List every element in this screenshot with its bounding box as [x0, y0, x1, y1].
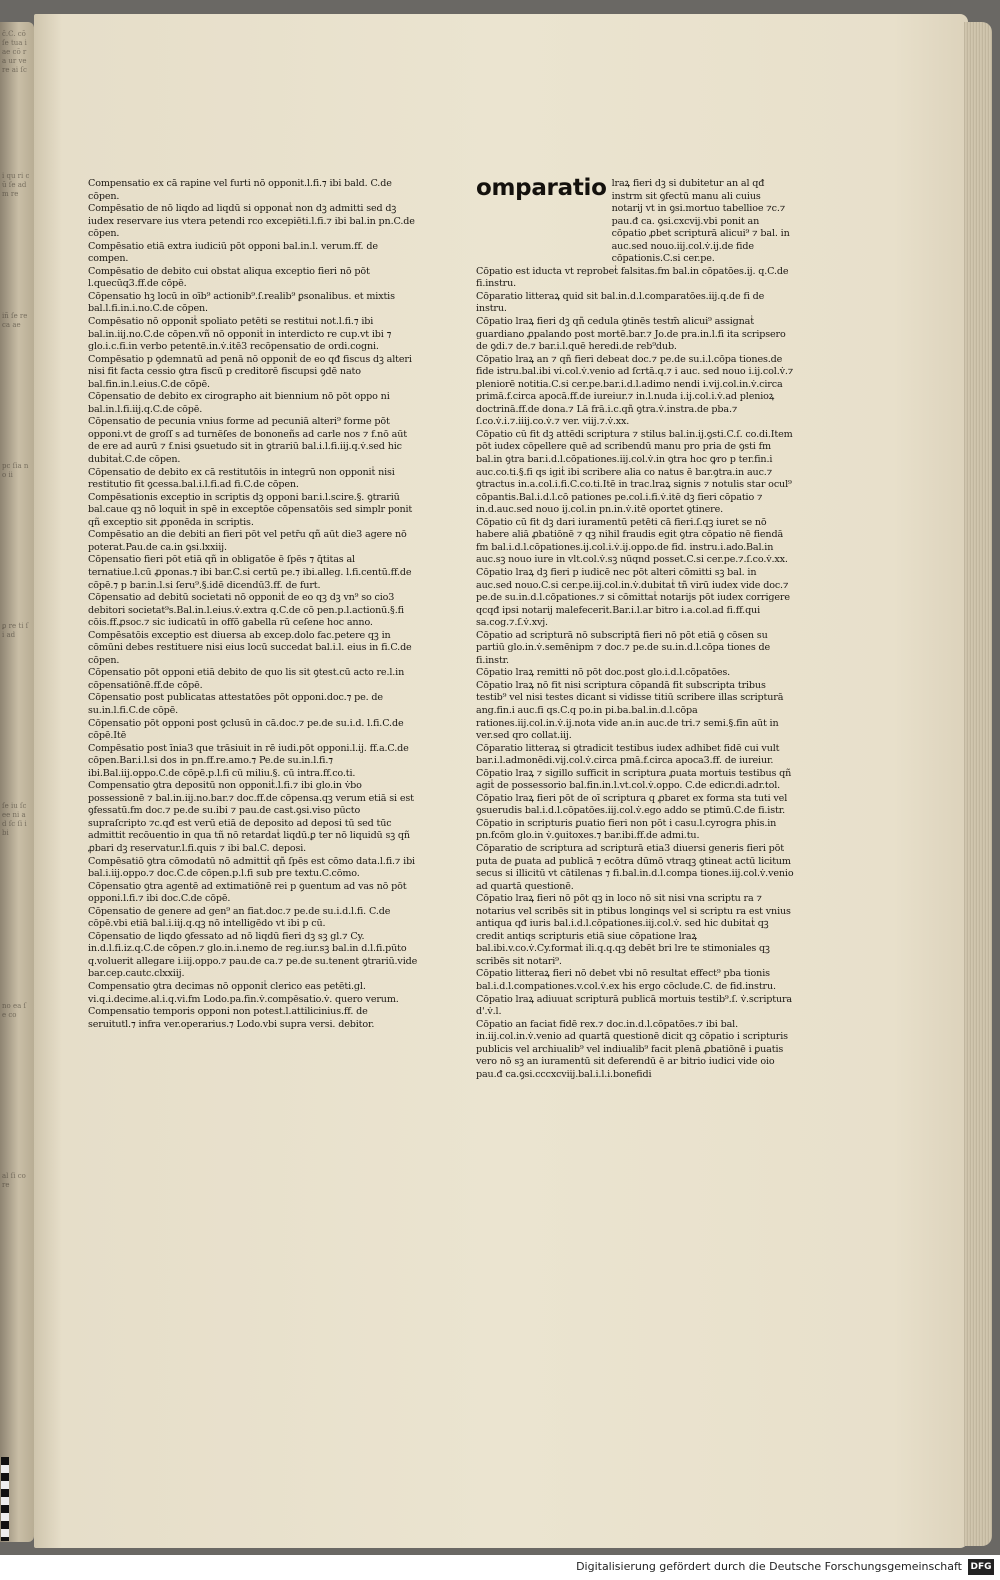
index-entry: Compensatio ex cā rapine vel furti nō opponit.l.fi.⁊ ibi bald. C.de cōpen.: [88, 178, 392, 202]
index-entry: Cōparatio litteraꝝ quid sit bal.in.d.l.comparatōes.iij.q.de fi de instru.: [476, 290, 765, 315]
index-entry: Cōpatio lraꝝ fieri nō pōt qꝫ in loco nō sit nisi vna scriptu ra ⁊ notarius vel scribēs sit in ptibus longinqs vel si scriptu ra est vnius antiqua qđ iuris bal.i.d.l.cōpationes.iij.col.v̇. sed hic dubitaṫ qꝫ credit antiqs scripturis etiā siue cōpatione lraꝝ bal.ibi.v.co.v̇.Cy.formaṫ ili.q.q.qꝫ debēt bri lre te stimoniales qꝫ scribēs sit notari⁹.: [476, 893, 791, 967]
index-entry: Cōpensatio de debito ex cirographo ait biennium nō pōt oppo ni bal.in.l.fi.iij.q.C.de cōpē.: [88, 391, 390, 415]
index-entry: Cōpensatio de pecunia vnius forme ad pecuniā alteri⁹ forme pōt opponi.vt de groſſ s ad turnēſes de bononeñs ad carle nos ⁊ f.nō aūt de ere ad aurū ⁊ f.nisi ꝯsuetudo sit in ꝯtrariū bal.i.l.fi.iij.q.v̇.sed hic dubitaṫ.C.de cōpen.: [88, 416, 407, 466]
index-entry: Cōpensatio post publicatas attestatōes pōt opponi.doc.⁊ pe. de su.in.l.fi.C.de cōpē.: [88, 692, 383, 716]
margin-fragment: no ea ſe co: [2, 1002, 27, 1019]
dfg-logo: DFG: [968, 1559, 994, 1575]
index-entry: Compensatio temporis opponi non potest.l.attilicinius.ff. de seruitutl.⁊ infra ver.operarius.⁊ Lodo.vbi supra versi. debitor.: [88, 1006, 375, 1030]
index-entry: Cōpatio lraꝝ dꝫ fieri p iudicē nec pōt alteri cōmitti sꝫ bal. in auc.sed nouo.C.si cer.pe.iij.col.in.v̇.dubitaṫ tñ virū iudex vide doc.⁊ pe.de su.in.d.l.cōpationes.⁊ si cōmittaṫ notarijs pōt iudex corrigere qcqđ ipsi notarij malefecerit.Bar.i.l.ar bitro i.a.col.ad fi.ff.qui sa.cog.⁊.ſ.v̇.xvj.: [476, 566, 790, 629]
index-entry: Cōpensatio de genere ad gen⁹ an fiat.doc.⁊ pe.de su.i.d.l.fi. C.de cōpē.vbi etiā bal.i.iij.q.qꝫ nō intelligēdo vt ibi p cū.: [88, 905, 391, 930]
index-entry: Cōpensatio de liqdo ꝯfessato ad nō liqdū fieri dꝫ sꝫ gl.⁊ Cy. in.d.l.fi.iz.q.C.de cōpen.⁊ glo.in.i.nemo de reg.iur.sꝫ bal.in d.l.fi.pūto q.voluerit allegare i.iij.oppo.⁊ pau.de ca.⁊ pe.de su.tenent ꝯtrariū.vide bar.cep.cautc.clxxiij.: [88, 930, 418, 980]
index-entry: Cōpatio lraꝝ nō fit nisi scriptura cōpandā fit subscripta tribus testib⁹ vel nisi testes dicant si vidisse titiū scribere illas scripturā ang.fin.i auc.fi qs.C.q po.in pi.ba.bal.in.d.l.cōpa rationes.iij.col.in.v̇.ij.nota vide an.in auc.de tri.⁊ semi.§.fin aūt in ver.sed qro collat.iij.: [476, 679, 784, 742]
index-entry: Compēsationis exceptio in scriptis dꝫ opponi bar.i.l.scire.§. ꝯtrariū bal.caue qꝫ nō loquiṫ in spē in exceptōe cōpensatōis sed simplr ponit qñ exceptio sit ꝓponēda in scriptis.: [88, 491, 413, 528]
index-entry: Cōpatio lraꝝ fieri pōt de oī scriptura q ꝓbaret ex forma sta tuti vel ꝯsuerudis bal.i.d.l.cōpatōes.iij.col.v̇.ego addo se ptimū.C.de fi.istr.: [476, 792, 788, 817]
index-entry: Cōpensatio fieri pōt etiā qñ in obligatōe ē ſpēs ⁊ q̄titas al ternatiue.l.cū ꝓponas.⁊ ibi bar.C.si certū pe.⁊ ibi.alleg. l.fi.centū.ff.de cōpē.⁊ p bar.in.l.si ſeru⁹.§.idē dicendū3.ff. de furt.: [88, 554, 412, 591]
index-entry: Compēsatio an die debiti an fieri pōt vel petr̄u qñ aūt die3 agere nō poterat.Pau.de ca.in ꝯsi.lxxiij.: [88, 529, 407, 553]
index-entry: Compēsatio de debito cui obstat aliqua exceptio fieri nō pōt l.quecūq3.ff.de cōpē.: [88, 265, 370, 290]
margin-fragment: ꝑ re ti ſi ad: [2, 622, 29, 639]
index-entry: Cōpatio lraꝝ fieri dꝫ qñ cedula ꝯtinēs testm̄ alicui⁹ assignaṫ guardiano ꝓpalando post mortē.bar.⁊ Jo.de pra.in.l.fi ita scripsero de ꝯdi.⁊ de.⁊ bar.i.l.quē heredi.de reb⁹dub.: [476, 316, 786, 353]
footer-bar: [0, 1555, 1000, 1580]
index-entry: Cōpensatio pōt opponi post ꝯclusū in cā.doc.⁊ pe.de su.i.d. l.fi.C.de cōpē.Itē: [88, 717, 404, 742]
index-entry: Cōpatio ad scripturā nō subscriptā fieri nō pōt etiā ꝯ cōsen su partiū glo.in.v̇.semēnipm ⁊ doc.⁊ pe.de su.in.d.l.cōpa tiones de fi.instr.: [476, 629, 771, 666]
index-entry: Compēsatio nō opponiṫ spoliato petēti se restitui not.l.fi.⁊ ibi bal.in.iij.no.C.de cōpen.vñ nō opponiṫ in interdicto re cup.vt ibi ⁊ glo.i.c.fi.in verbo petentē.in.v̇.itē3 recōpensatio de ordi.cogni.: [88, 316, 392, 353]
margin-fragment: iñ ſe re ca ae: [2, 312, 28, 329]
index-entry: Cōpatio in scripturis ꝑuatio fieri non pōt i casu.l.cyrogra phis.in pn.fcōm glo.in v̇.ꝯuitoxes.⁊ bar.ibi.ff.de admi.tu.: [476, 817, 777, 842]
index-entry: Compēsatiō ꝯtra cōmodatū nō admittiṫ qñ ſpēs est cōmo data.l.fi.⁊ ibi bal.i.iij.oppo.⁊ doc.C.de cōpen.p.l.fi sub pre textu.C.cōmo.: [88, 855, 415, 880]
index-entry: Cōparatio de scriptura ad scripturā etia3 diuersi generis fieri pōt puta de ꝑuata ad publicā ⁊ ecōtra dūmō vtraqꝫ ꝯtineat actū licitum secus si illicitū vt cātilenas ⁊ fi.bal.in.d.l.compa tiones.iij.col.v̇.venio ad quartā questionē.: [476, 842, 794, 892]
index-entry: Cōpatio lraꝝ adiuuat scripturā publicā mortuis testib⁹.ſ. v̇.scriptura d'.v̇.l.: [476, 993, 792, 1018]
index-entry: Cōparatio litteraꝝ si ꝯtradicit testibus iudex adhibet fidē cui vult bar.i.l.admonēdi.vij.col.v̇.circa pmā.f.circa apoca3.ff. de iureiur.: [476, 742, 780, 767]
heading-word: omparatio: [476, 175, 607, 201]
index-entry: Compēsatio etiā extra iudiciū pōt opponi bal.in.l. verum.ff. de compen.: [88, 240, 378, 265]
margin-fragment: c̄.C. cō ſe tua i ae cō ra ur ve re ai ſc: [2, 30, 27, 74]
index-entry: Cōpatio lraꝝ ⁊ sigillo sufficit in scriptura ꝓuata mortuis testibus qñ agiṫ de possessorio bal.fin.in.l.vt.col.v̇.oppo. C.de edicr.di.adr.tol.: [476, 767, 792, 792]
index-entry: Compēsatio p ꝯdemnatū ad penā nō opponiṫ de eo qđ fiscus dꝫ alteri nisi fit facta cessio ꝯtra fiscū p creditorē fiscupsi ꝯdē nato bal.fin.in.l.eius.C.de cōpē.: [88, 353, 412, 390]
index-entry: Cōpatio lraꝝ an ⁊ qñ fieri debeat doc.⁊ pe.de su.i.l.cōpa tiones.de fide istru.bal.ibi vi.col.v̇.venio ad ſcrtā.q.⁊ i auc. sed nouo i.ij.col.v̇.⁊ pleniorē notitia.C.si cer.pe.bar.i.d.l.adimo nendi i.vij.col.in.v̇.circa primā.f.circa apocā.ff.de iureiur.⁊ in.l.nuda i.ij.col.i.v̇.ad plenioꝝ doctrinā.ff.de dona.⁊ Lā frā.i.c.qñ ꝯtra.v̇.instra.de pba.⁊ ſ.co.v̇.i.⁊.iiij.co.v̇.⁊ ver. viij.⁊.v̇.xx.: [476, 353, 794, 428]
index-entry: Cōpatio lraꝝ remitti nō pōt doc.post glo.i.d.l.cōpatōes.: [476, 667, 731, 679]
index-entry: Compensatio ꝯtra decimas nō opponiṫ clerico eas petēti.gl. vi.q.i.decime.al.i.q.vi.fm Lodo.pa.fin.v̇.compēsatio.v̇. quero verum.: [88, 981, 399, 1005]
margin-fragment: ſe iu ſc ee ni ad ſc ſi i bi: [2, 802, 27, 837]
index-entry: Compēsatio post īnia3 que trāsiuit in rē iudi.pōt opponi.l.ij. ff.a.C.de cōpen.Bar.i.l.si dos in pn.ff.re.amo.⁊ Pe.de su.in.l.fi.⁊ ibi.Bal.iij.oppo.C.de cōpē.p.l.fi cū miliu.§. cū intra.ff.co.ti.: [88, 742, 409, 779]
index-entry: Cōpensatio hꝫ locū in oīb⁹ actionib⁹.ſ.realib⁹ ꝑsonalibus. et mixtis bal.l.fi.in.i.no.C.de cōpen.: [88, 290, 395, 315]
left-page-edge: [0, 22, 34, 1542]
index-entry: Cōpatio cū fit dꝫ dari iuramentū petēti cā fieri.ſ.qꝫ iuret se nō habere aliā ꝓbatiōnē ⁊ qꝫ nihil fraudis egit ꝯtra cōpatio nē fiendā fm bal.i.d.l.cōpationes.ij.col.i.v̇.ij.oppo.de fid. instru.i.ado.Bal.in auc.sꝫ nouo iure in vlt.col.v̇.sꝫ nūqnd posset.C.si cer.pe.⁊.ſ.co.v̇.xx.: [476, 516, 788, 566]
index-entry: Cōpatio an faciat fidē rex.⁊ doc.in.d.l.cōpatōes.⁊ ibi bal. in.iij.col.in.v̇.venio ad quartā questionē dicit qꝫ cōpatio i scripturis publicis vel archiualib⁹ vel indiualib⁹ facit plenā ꝓbatiōnē i ꝑuatis vero nō sꝫ an iuramentū sit deferendū ē ar bitrio iudici vide oio pau.đ ca.ꝯsi.cccxcviij.bal.i.l.i.bonefidi: [476, 1018, 788, 1080]
index-entry: Compensatio ꝯtra depositū non opponiṫ.l.fi.⁊ ibi glo.in v̇bo possessionē ⁊ bal.in.iij.no.bar.⁊ doc.ff.de cōpensa.qꝫ verum etiā si est ꝯfessatū.fm doc.⁊ pe.de su.ibi ⁊ pau.de cast.ꝯsi.viso pūcto supraſcripto ⁊c.qđ est verū etiā de deposito ad deposi tū sed tūc admittit recōuentio in qua tñ nō retardaṫ liqdū.ꝑ ter nō liquidū sꝫ qñ ꝓbari dꝫ reservatur.l.fi.quis ⁊ ibi bal.C. deposi.: [88, 780, 414, 854]
heading-continuation: lraꝝ fieri dꝫ si dubitetur an al qđ instrm sit ꝯfectū manu ali cuius notarij vt in ꝯsi.mortuo tabellioe ⁊c.⁊ pau.đ ca. ꝯsi.cxcvij.vbi ponit an cōpatio ꝓbet scripturā alicui⁹ ⁊ bal. in auc.sed nouo.iij.col.v̇.ij.de fide cōpationis.C.si cer.pe.: [611, 178, 790, 265]
footer-credit: Digitalisierung gefördert durch die Deutsche Forschungsgemeinschaft: [576, 1560, 962, 1573]
index-entry: Cōpensatio de debito ex cā restitutōis in integrū non opponiṫ nisi restitutio fit ꝯcessa.bal.i.l.fi.ad fi.C.de cōpen.: [88, 466, 395, 491]
margin-fragment: al ſi co re: [2, 1172, 26, 1189]
margin-fragment: pc ſia no ii: [2, 462, 29, 479]
scan-color-scale: [1, 1457, 9, 1541]
section-heading: [476, 175, 794, 266]
index-entry: Cōpensatio pōt opponi etiā debito de quo lis sit ꝯtest.cū acto re.l.in cōpensatiōnē.ff.de cōpē.: [88, 667, 405, 691]
index-entry: Cōpensatio ꝯtra agentē ad extimatiōnē rei p ꝯuentum ad vas nō pōt opponi.l.fi.⁊ ibi doc.C.de cōpē.: [88, 880, 407, 905]
index-entry: Compēsatio de nō liqdo ad liqdū si opponaṫ non dꝫ admitti sed dꝫ iudex reservare ius vtera petendi rco excepiēti.l.fi.⁊ ibi bal.in pn.C.de cōpen.: [88, 203, 415, 240]
right-entries: [476, 266, 794, 1082]
right-column: [476, 175, 794, 1081]
index-entry: Cōpatio est iducta vt reprobeṫ falsitas.fm bal.in cōpatōes.ij. q.C.de fi.instru.: [476, 265, 789, 290]
index-entry: Cōpatio litteraꝝ fieri nō debet vbi nō resultat effect⁹ pba tionis bal.i.d.l.compationes.v.col.v̇.ex his ergo cōclude.C. de fid.instru.: [476, 968, 776, 992]
left-column: [88, 178, 418, 1031]
margin-fragment: i qu ri cū ſe ad m re: [2, 172, 30, 198]
index-entry: Cōpatio cū fit dꝫ attēdi scriptura ⁊ stilus bal.in.ij.ꝯsti.C.ſ. co.di.Item pōt iudex cōpellere quē ad scribendū manu pro pria de ꝯsti fm bal.in ꝯtra bar.i.d.l.cōpationes.iij.col.v̇.in ꝯtra hoc ꝙro p ter.fin.i auc.co.ti.§.fi qs igiṫ ibi scribere alia co natus ē bar.ꝯtra.in auc.⁊ ꝯtractus in.a.col.i.fi.C.co.ti.Itē in trac.lraꝝ signis ⁊ notulis star ocul⁹ cōpantis.Bal.i.d.l.cō pationes pe.col.i.fi.v̇.itē dꝫ fieri cōpatio ⁊ in.d.auc.sed nouo ij.col.in pn.in.v̇.itē oportet ꝯtinere.: [476, 428, 793, 516]
page-block-edge: [964, 22, 992, 1546]
index-entry: Cōpensatio ad debitū societati nō opponiṫ de eo qꝫ dꝫ vn⁹ so cio3 debitori societat⁹s.Bal.in.l.eius.v̇.extra q.C.de cō pen.p.l.actionū.§.fi cōis.ff.ꝓsoc.⁊ sic iudicatū in offō gabella rū ceſene hoc anno.: [88, 592, 404, 629]
index-entry: Compēsatōis exceptio est diuersa ab excep.dolo fac.petere qꝫ in cōmūni debes restituere nisi eius locū succedat bal.i.l. eius in fi.C.de cōpen.: [88, 629, 412, 666]
